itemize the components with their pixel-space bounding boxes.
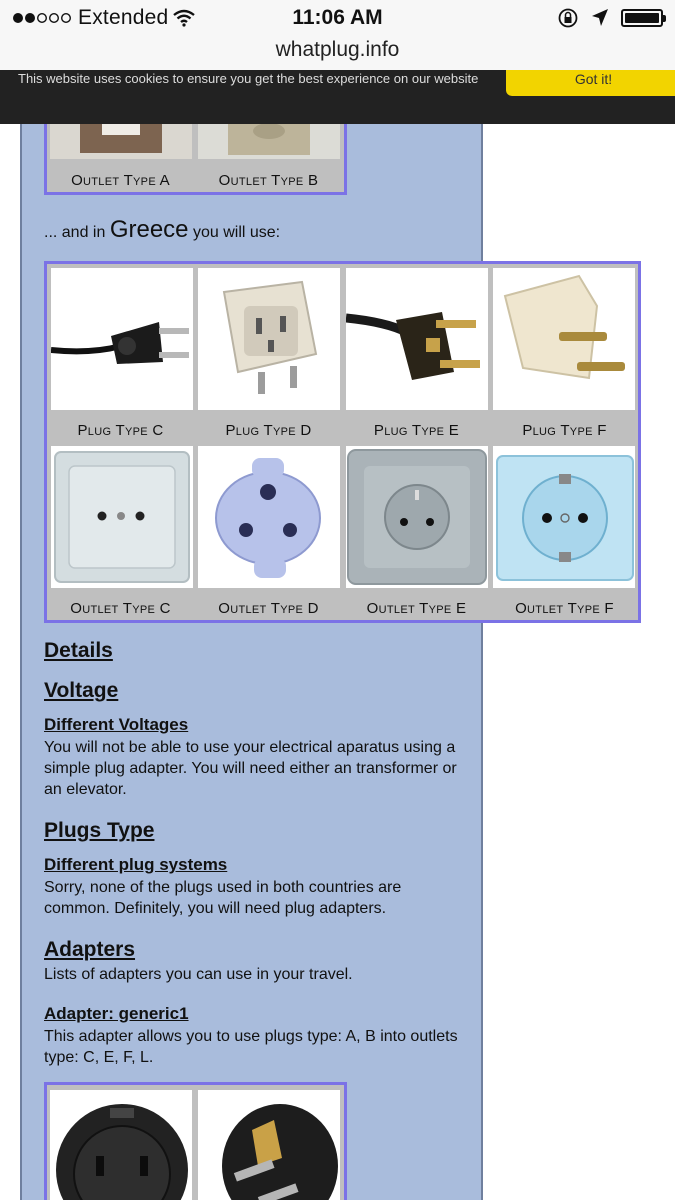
outlet-caption-d: Outlet Type D bbox=[218, 600, 319, 617]
outlet-image-c bbox=[51, 446, 193, 588]
plug-c-picture bbox=[51, 268, 193, 410]
plug-caption-c: Plug Type C bbox=[77, 422, 164, 439]
plugs-subheading[interactable]: Different plug systems bbox=[44, 855, 228, 874]
plug-image-f bbox=[493, 268, 635, 410]
voltage-subheading[interactable]: Different Voltages bbox=[44, 715, 189, 734]
plugs-text: Sorry, none of the plugs used in both countries are common. Definitely, you will need plug adapters. bbox=[44, 879, 402, 917]
plug-caption-e: Plug Type E bbox=[373, 422, 460, 439]
plug-e-picture bbox=[346, 268, 488, 410]
address-bar-url[interactable]: whatplug.info bbox=[275, 38, 400, 61]
adapter-grid bbox=[44, 1082, 347, 1200]
outlet-caption-e: Outlet Type E bbox=[366, 600, 467, 617]
outlet-b-picture bbox=[198, 121, 340, 159]
cookie-banner bbox=[0, 70, 675, 124]
plug-caption-f: Plug Type F bbox=[522, 422, 607, 439]
previous-outlets-grid bbox=[44, 118, 347, 195]
outlet-image-b bbox=[198, 121, 340, 159]
plugs-type-heading[interactable]: Plugs Type bbox=[44, 819, 155, 842]
outlet-a-picture bbox=[50, 121, 192, 159]
outlet-image-f bbox=[493, 446, 635, 588]
status-bar bbox=[0, 0, 675, 70]
clock: 11:06 AM bbox=[292, 6, 383, 29]
voltage-text: You will not be able to use your electrical aparatus using a simple plug adapter. You will need either an transformer or an elevator. bbox=[44, 739, 457, 798]
plugs-outlets-grid bbox=[44, 261, 641, 623]
adapters-text: Lists of adapters you can use in your travel. bbox=[44, 966, 353, 983]
adapter-image-front[interactable] bbox=[50, 1090, 192, 1200]
cookie-message: This website uses cookies to ensure you get the best experience on our website bbox=[18, 71, 479, 86]
adapter-image-back[interactable] bbox=[198, 1090, 340, 1200]
outlet-d-picture bbox=[198, 446, 340, 588]
outlet-c-picture bbox=[51, 446, 193, 588]
plug-image-d bbox=[198, 268, 340, 410]
status-icons bbox=[557, 7, 663, 29]
adapter-subheading[interactable]: Adapter: generic1 bbox=[44, 1004, 189, 1023]
outlet-f-picture bbox=[493, 446, 635, 588]
outlet-image-d bbox=[198, 446, 340, 588]
battery-icon bbox=[621, 9, 663, 27]
plug-f-picture bbox=[493, 268, 635, 410]
outlet-image-a bbox=[50, 121, 192, 159]
country-name: Greece bbox=[109, 216, 189, 243]
details-heading[interactable]: Details bbox=[44, 639, 113, 662]
plug-caption-d: Plug Type D bbox=[225, 422, 312, 439]
adapter-text: This adapter allows you to use plugs type: A, B into outlets type: C, E, F, L. bbox=[44, 1028, 458, 1066]
outlet-caption-a: Outlet Type A bbox=[71, 172, 170, 189]
adapter-front-picture bbox=[50, 1090, 192, 1200]
outlet-e-picture bbox=[346, 446, 488, 588]
voltage-heading[interactable]: Voltage bbox=[44, 679, 119, 702]
plug-image-e bbox=[346, 268, 488, 410]
carrier-name: Extended bbox=[78, 6, 169, 29]
outlet-caption-f: Outlet Type F bbox=[515, 600, 614, 617]
country-intro: ... and in Greece you will use: bbox=[44, 216, 281, 243]
adapter-back-picture bbox=[198, 1090, 340, 1200]
cookie-accept-button[interactable]: Got it! bbox=[506, 70, 675, 96]
plug-image-c bbox=[51, 268, 193, 410]
location-arrow-icon bbox=[591, 8, 609, 28]
adapters-heading[interactable]: Adapters bbox=[44, 938, 136, 961]
outlet-image-e bbox=[346, 446, 488, 588]
outlet-caption-b: Outlet Type B bbox=[218, 172, 319, 189]
rotation-lock-icon bbox=[557, 7, 579, 29]
plug-d-picture bbox=[198, 268, 340, 410]
outlet-caption-c: Outlet Type C bbox=[70, 600, 171, 617]
